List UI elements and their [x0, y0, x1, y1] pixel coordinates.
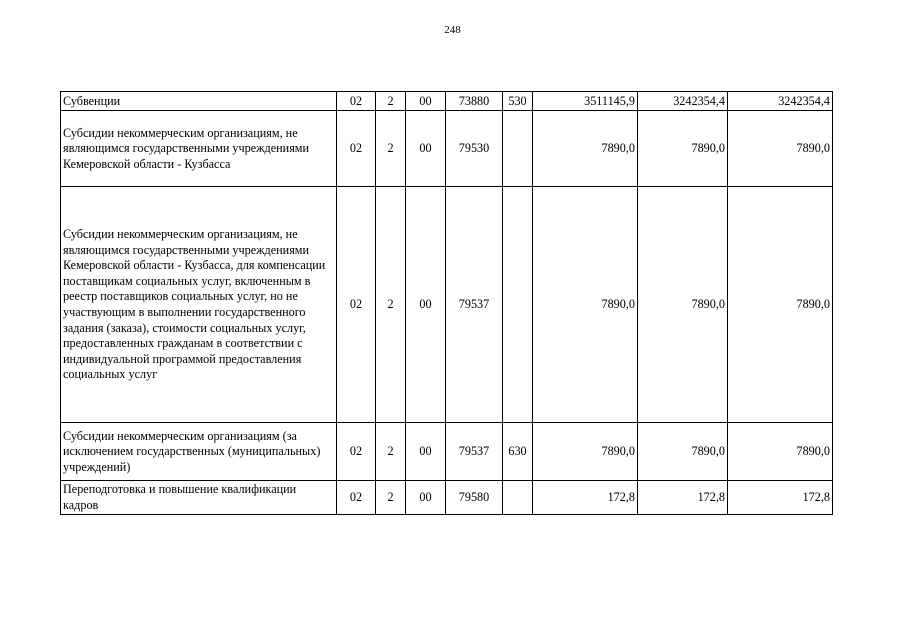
direction-code-cell: 79537: [446, 187, 503, 423]
expense-type-cell: 630: [503, 423, 533, 481]
section-code-cell: 02: [337, 111, 376, 187]
table-row: [61, 111, 833, 187]
expense-type-cell: [503, 481, 533, 515]
row-name-cell: Субсидии некоммерческим организациям (за исключением государственных (муниципальных) учреждений): [61, 423, 337, 481]
table-row: [61, 423, 833, 481]
amount-year2-cell: 172,8: [638, 481, 728, 515]
direction-code-cell: 73880: [446, 92, 503, 111]
program-code-cell: 2: [376, 481, 406, 515]
row-name-cell: Субсидии некоммерческим организациям, не являющимся государственными учреждениями Кемеровской области - Кузбасса, для компенсации поставщикам социальных услуг, включенным в реестр поставщиков социальных услуг, но не участвующим в выполнении государственного задания (заказа), стоимости социальных услуг, предоставленных гражданам в соответствии с индивидуальной программой предоставления социальных услуг: [61, 187, 337, 423]
program-code-cell: 2: [376, 423, 406, 481]
program-code-cell: 2: [376, 111, 406, 187]
amount-year1-cell: 7890,0: [533, 111, 638, 187]
expense-type-cell: [503, 187, 533, 423]
subprogram-code-cell: 00: [406, 111, 446, 187]
amount-year3-cell: 7890,0: [728, 187, 833, 423]
expense-type-cell: 530: [503, 92, 533, 111]
amount-year2-cell: 3242354,4: [638, 92, 728, 111]
direction-code-cell: 79530: [446, 111, 503, 187]
row-name-cell: Субсидии некоммерческим организациям, не являющимся государственными учреждениями Кемеровской области - Кузбасса: [61, 111, 337, 187]
amount-year1-cell: 7890,0: [533, 187, 638, 423]
table-row: [61, 481, 833, 515]
table-row: [61, 92, 833, 111]
section-code-cell: 02: [337, 481, 376, 515]
amount-year3-cell: 7890,0: [728, 423, 833, 481]
section-code-cell: 02: [337, 92, 376, 111]
budget-table: [60, 91, 833, 515]
program-code-cell: 2: [376, 187, 406, 423]
amount-year2-cell: 7890,0: [638, 423, 728, 481]
amount-year1-cell: 3511145,9: [533, 92, 638, 111]
amount-year3-cell: 3242354,4: [728, 92, 833, 111]
page-number: 248: [444, 24, 461, 36]
expense-type-cell: [503, 111, 533, 187]
amount-year1-cell: 7890,0: [533, 423, 638, 481]
row-name-cell: Субвенции: [61, 92, 337, 111]
subprogram-code-cell: 00: [406, 423, 446, 481]
amount-year2-cell: 7890,0: [638, 187, 728, 423]
program-code-cell: 2: [376, 92, 406, 111]
subprogram-code-cell: 00: [406, 481, 446, 515]
subprogram-code-cell: 00: [406, 92, 446, 111]
amount-year3-cell: 7890,0: [728, 111, 833, 187]
subprogram-code-cell: 00: [406, 187, 446, 423]
direction-code-cell: 79537: [446, 423, 503, 481]
row-name-cell: Переподготовка и повышение квалификации кадров: [61, 481, 337, 515]
amount-year3-cell: 172,8: [728, 481, 833, 515]
table-row: [61, 187, 833, 423]
section-code-cell: 02: [337, 423, 376, 481]
amount-year1-cell: 172,8: [533, 481, 638, 515]
direction-code-cell: 79580: [446, 481, 503, 515]
amount-year2-cell: 7890,0: [638, 111, 728, 187]
section-code-cell: 02: [337, 187, 376, 423]
